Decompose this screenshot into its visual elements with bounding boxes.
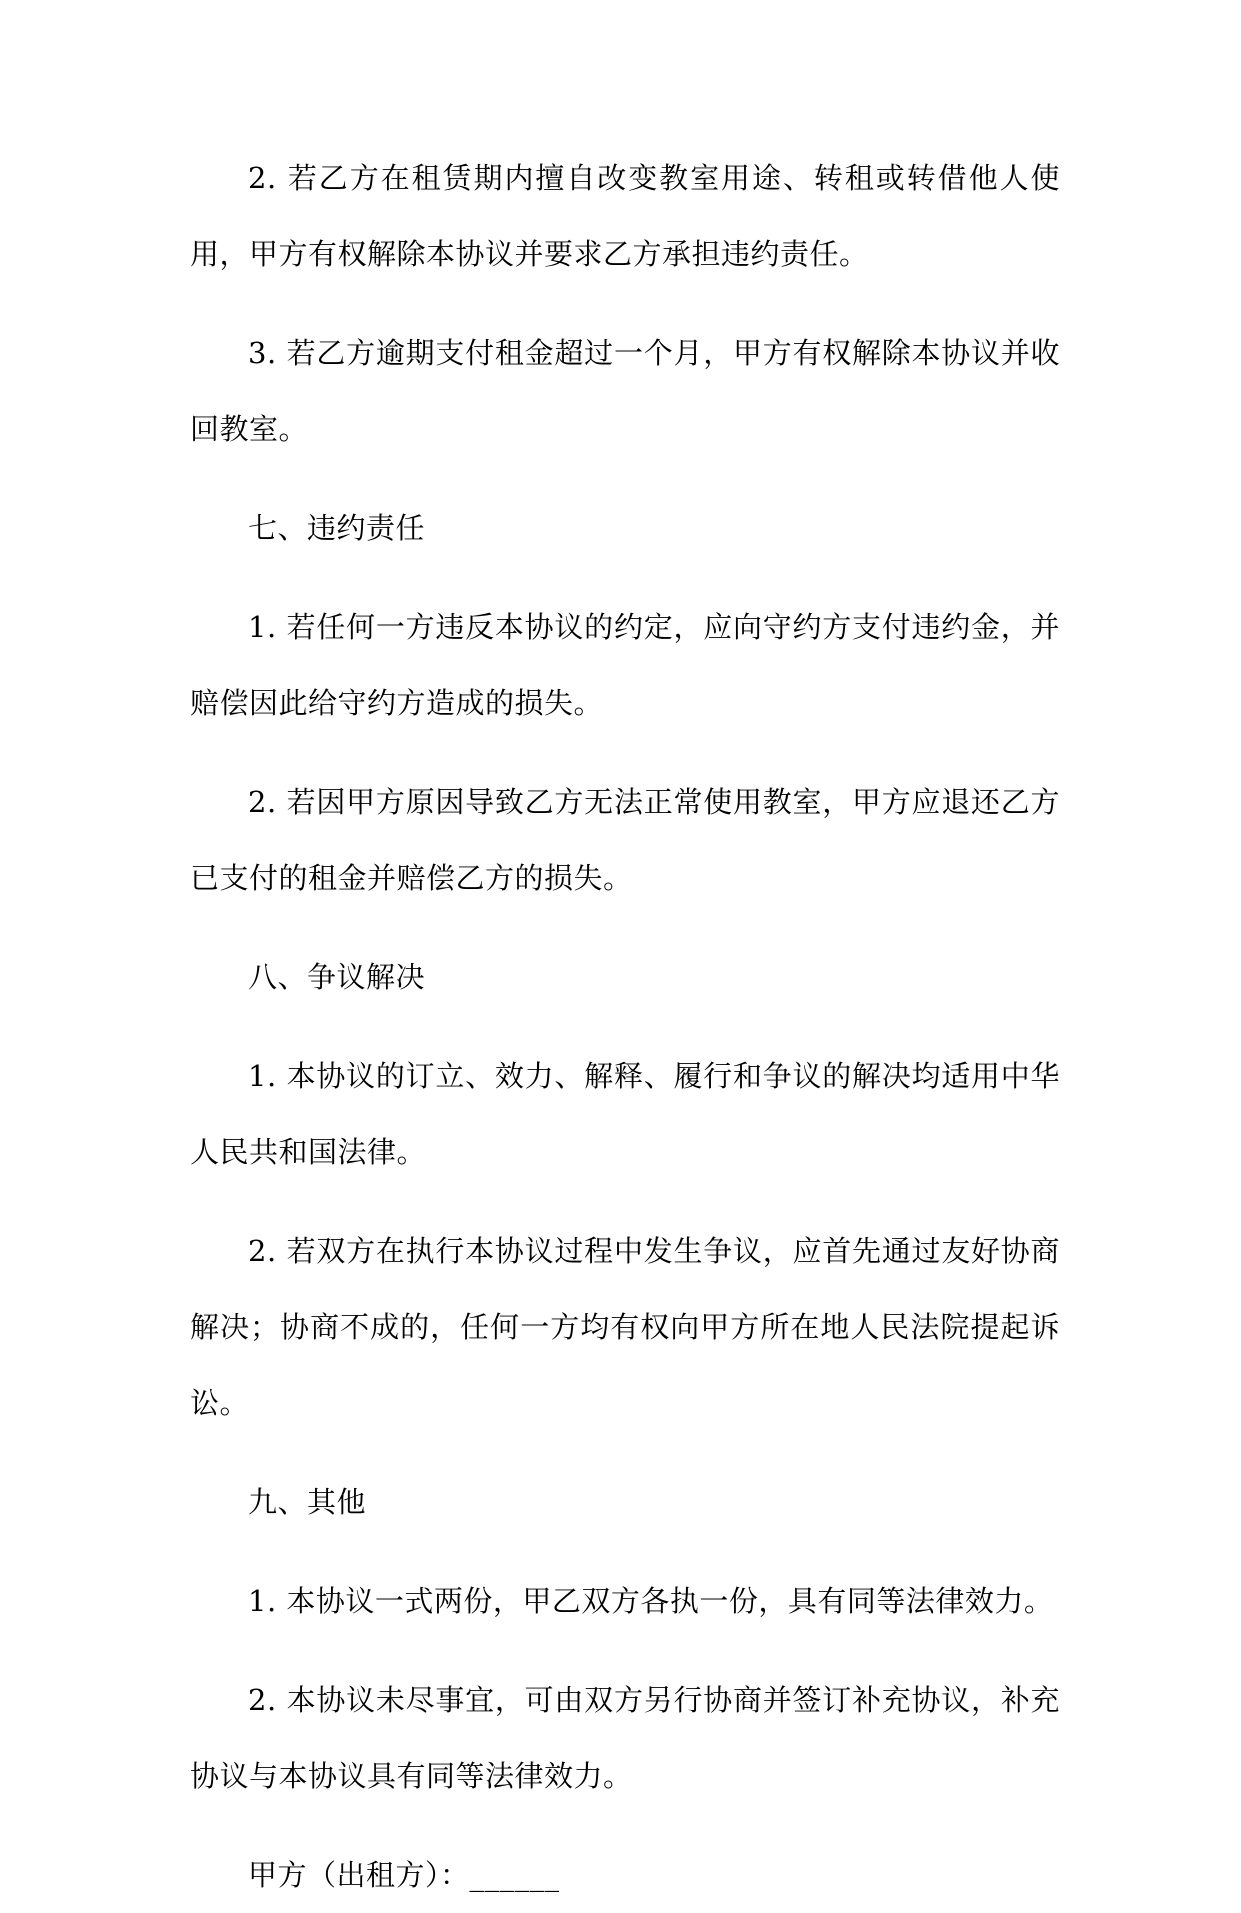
clause-8-2: 2. 若双方在执行本协议过程中发生争议，应首先通过友好协商解决；协商不成的，任何一方均有权向甲方所在地人民法院提起诉讼。: [190, 1234, 1060, 1420]
section-heading-7: 七、违约责任: [248, 511, 426, 545]
signature-blank: ______: [469, 1858, 560, 1892]
clause-9-1: 1. 本协议一式两份，甲乙双方各执一份，具有同等法律效力。: [248, 1584, 1054, 1618]
document-body: [190, 140, 1060, 1913]
clause-7-2: 2. 若因甲方原因导致乙方无法正常使用教室，甲方应退还乙方已支付的租金并赔偿乙方的损失。: [190, 785, 1060, 895]
clause-8-1: 1. 本协议的订立、效力、解释、履行和争议的解决均适用中华人民共和国法律。: [190, 1059, 1060, 1169]
signature-line-party-a: [190, 1837, 1060, 1913]
section-heading-9: 九、其他: [248, 1485, 367, 1519]
signature-label: 甲方（出租方）：: [248, 1858, 470, 1892]
section-heading-8: 八、争议解决: [248, 960, 426, 994]
clause-6-3: 3. 若乙方逾期支付租金超过一个月，甲方有权解除本协议并收回教室。: [190, 336, 1060, 446]
clause-9-2: 2. 本协议未尽事宜，可由双方另行协商并签订补充协议，补充协议与本协议具有同等法律效力。: [190, 1683, 1060, 1793]
clause-6-2: 2. 若乙方在租赁期内擅自改变教室用途、转租或转借他人使用，甲方有权解除本协议并要求乙方承担违约责任。: [190, 161, 1060, 271]
clause-7-1: 1. 若任何一方违反本协议的约定，应向守约方支付违约金，并赔偿因此给守约方造成的损失。: [190, 610, 1060, 720]
